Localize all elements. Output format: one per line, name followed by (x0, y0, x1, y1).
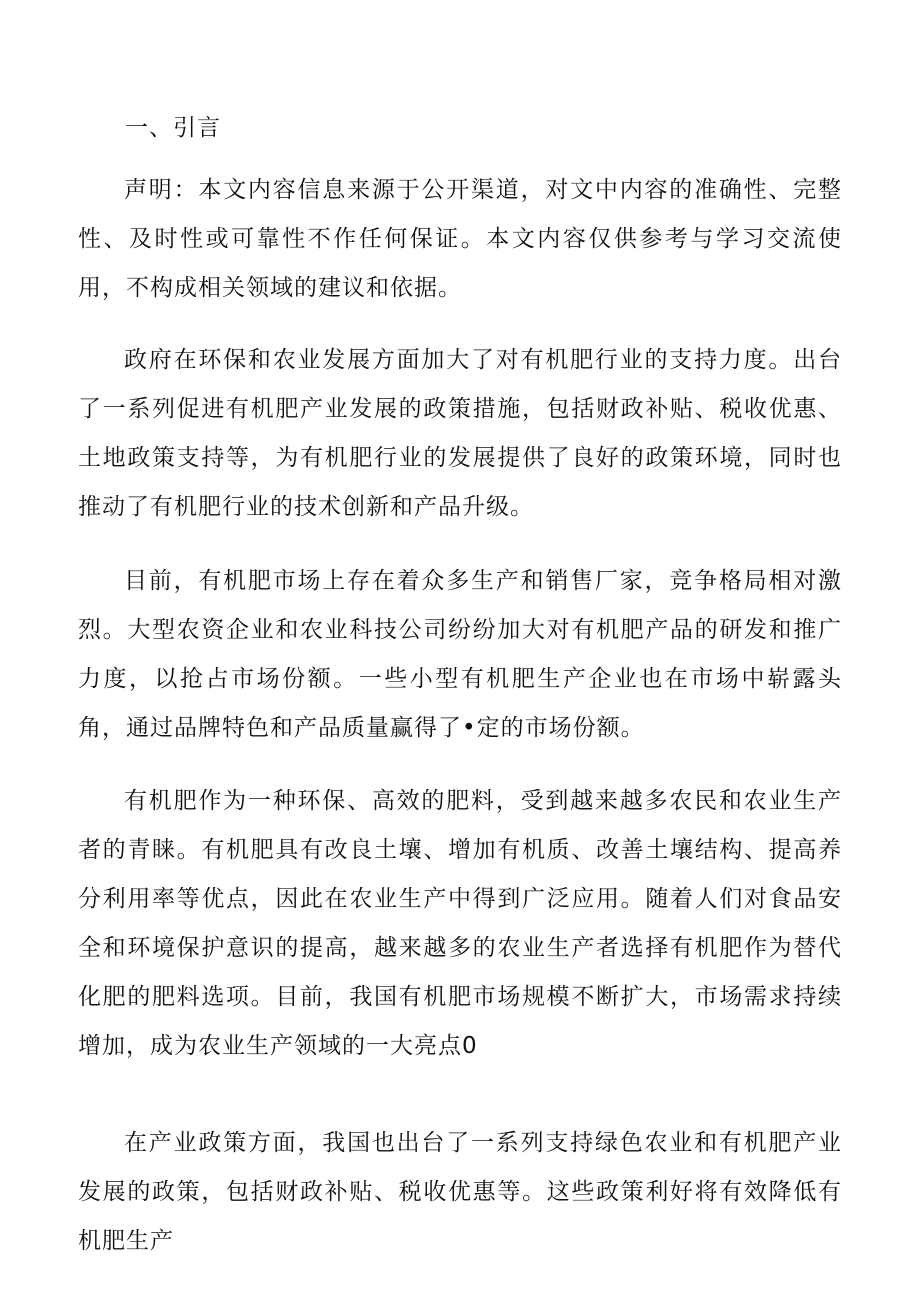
section-heading: 一、引言 (125, 115, 221, 141)
disclaimer-paragraph: 声明：本文内容信息来源于公开渠道，对文中内容的准确性、完整性、及时性或可靠性不作任何保证。本文内容仅供参考与学习交流使用，不构成相关领域的建议和依据。 (78, 177, 842, 301)
organic-fertilizer-demand-paragraph: 有机肥作为一种环保、高效的肥料，受到越来越多农民和农业生产者的青睐。有机肥具有改良土壤、增加有机质、改善土壤结构、提高养分利用率等优点，因此在农业生产中得到广泛应用。随着人们对食品安全和环境保护意识的提高，越来越多的农业生产者选择有机肥作为替代化肥的肥料选项。目前，我国有机肥市场规模不断扩大，市场需求持续增加，成为农业生产领域的一大亮点0 (78, 788, 842, 1059)
policy-support-paragraph: 政府在环保和农业发展方面加大了对有机肥行业的支持力度。出台了一系列促进有机肥产业发展的政策措施，包括财政补贴、税收优惠、土地政策支持等，为有机肥行业的发展提供了良好的政策环境，同时也推动了有机肥行业的技术创新和产品升级。 (78, 347, 842, 520)
industry-policy-paragraph: 在产业政策方面，我国也出台了一系列支持绿色农业和有机肥产业发展的政策，包括财政补贴、税收优惠等。这些政策利好将有效降低有机肥生产 (78, 1130, 842, 1254)
market-competition-paragraph: 目前，有机肥市场上存在着众多生产和销售厂家，竞争格局相对激烈。大型农资企业和农业科技公司纷纷加大对有机肥产品的研发和推广力度，以抢占市场份额。一些小型有机肥生产企业也在市场中崭露头角，通过品牌特色和产品质量赢得了•定的市场份额。 (78, 568, 842, 741)
